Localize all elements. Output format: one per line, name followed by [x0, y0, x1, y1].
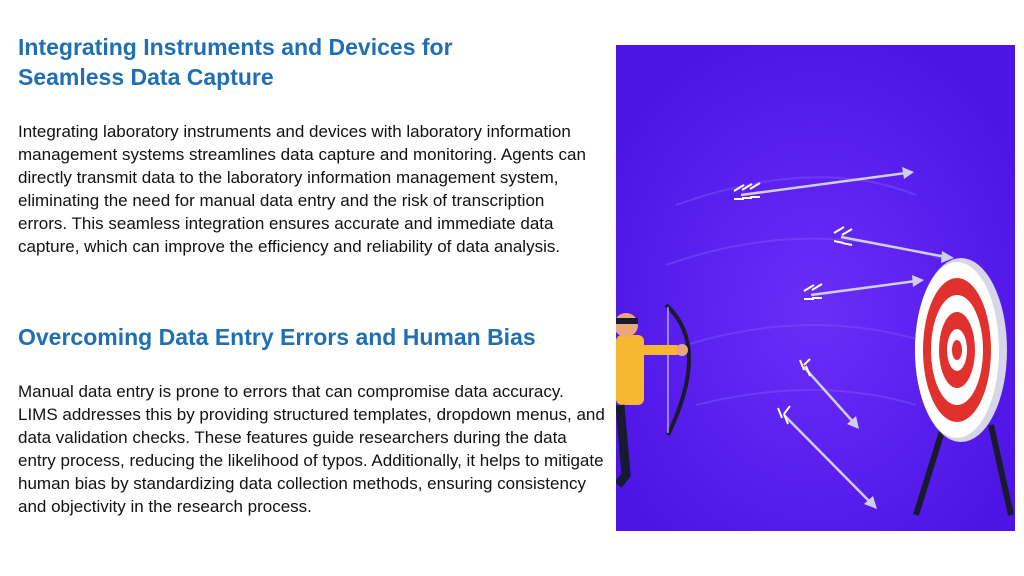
target-bullseye	[952, 340, 962, 360]
archery-scene-svg	[616, 45, 1015, 531]
section-1-heading	[18, 32, 538, 92]
section-1-heading-line-2: Seamless Data Capture	[18, 64, 274, 90]
section-1-body: Integrating laboratory instruments and devices with laboratory information management systems streamlines data capture and monitoring. Agents can directly transmit data to the laboratory information management system, eliminating the need for manual data entry and the risk of transcription errors. This seamless integration ensures accurate and immediate data capture, which can improve the efficiency and reliability of data analysis.	[18, 122, 586, 256]
archery-illustration	[616, 45, 1015, 531]
archer-blindfold	[616, 318, 638, 324]
section-1-heading-line-1: Integrating Instruments and Devices for	[18, 34, 453, 60]
section-2-heading: Overcoming Data Entry Errors and Human Bias	[18, 324, 536, 350]
archer-hand	[676, 344, 688, 356]
section-2-body: Manual data entry is prone to errors that can compromise data accuracy. LIMS addresses this by providing structured templates, dropdown menus, and data validation checks. These features guide researchers during the data entry process, reducing the likelihood of typos. Additionally, it helps to mitigate human bias by standardizing data collection methods, ensuring consistency and objectivity in the research process.	[18, 382, 605, 516]
archer-arm	[636, 345, 680, 355]
